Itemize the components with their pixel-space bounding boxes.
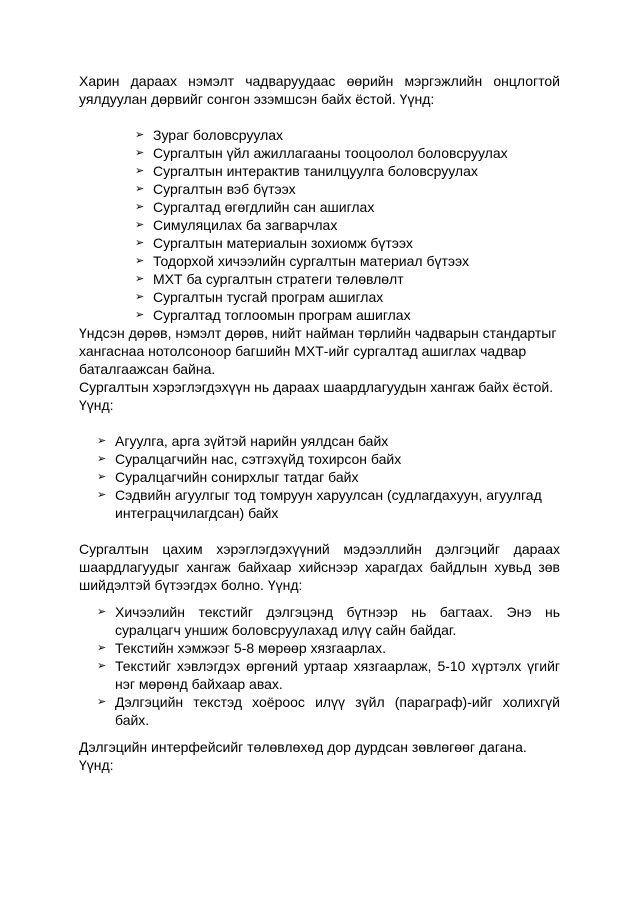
list-item [97,693,560,729]
list-item [97,468,560,486]
arrow-bullet-icon: ➢ [97,641,107,654]
list-item [135,216,555,234]
list-item [97,486,560,522]
list-item [135,288,555,306]
list-item [135,234,555,252]
screen-requirements-list [97,603,560,729]
list-item-text: Сэдвийн агуулгыг тод томруун харуулсан (судлагдахуун, агуулгад интеграцчилагдсан) байх [115,487,542,521]
list-item-text: Симуляцилах ба загварчлах [153,217,338,233]
list-item [97,639,560,657]
arrow-bullet-icon: ➢ [97,695,107,708]
arrow-bullet-icon: ➢ [135,146,145,159]
arrow-bullet-icon: ➢ [97,452,107,465]
list-item-text: МХТ ба сургалтын стратеги төлөвлөлт [153,271,404,287]
summary-paragraph: Үндсэн дөрөв, нэмэлт дөрөв, нийт найман төрлийн чадварын стандартыг хангаснаа нотолсоноор багшийн МХТ-ийг сургалтад ашиглах чадвар баталгаажсан байна. [79,325,557,377]
list-item [135,126,555,144]
arrow-bullet-icon: ➢ [97,659,107,672]
arrow-bullet-icon: ➢ [135,200,145,213]
arrow-bullet-icon: ➢ [135,128,145,141]
list-item-text: Текстийг хэвлэгдэх өргөний уртаар хязгаарлаж, 5-10 хүртэлх үгийг нэг мөрөнд байхаар авах. [115,658,560,692]
list-item [97,450,560,468]
arrow-bullet-icon: ➢ [97,434,107,447]
list-item [97,657,560,693]
requirements-list [97,432,560,522]
list-item [135,306,555,324]
list-item [135,252,555,270]
list-item-text: Тодорхой хичээлийн сургалтын материал бүтээх [153,253,470,269]
list-item-text: Зураг боловсруулах [153,127,284,143]
list-item-text: Сургалтын материалын зохиомж бүтээх [153,235,413,251]
list-item-text: Сургалтын интерактив танилцуулга боловсруулах [153,163,478,179]
list-item [135,144,555,162]
arrow-bullet-icon: ➢ [135,218,145,231]
list-item [97,603,560,639]
list-item [135,162,555,180]
arrow-bullet-icon: ➢ [135,236,145,249]
list-item-text: Сургалтын үйл ажиллагааны тооцоолол боловсруулах [153,145,508,161]
list-item-text: Агуулга, арга зүйтэй нарийн уялдсан байх [115,433,389,449]
intro-paragraph: Харин дараах нэмэлт чадваруудаас өөрийн мэргэжлийн онцлогтой уялдуулан дөрвийг сонгон эзэмшсэн байх ёстой. Үүнд: [79,73,560,107]
list-item-text: Сургалтад өгөгдлийн сан ашиглах [153,199,375,215]
list-item-text: Сургалтад тоглоомын програм ашиглах [153,307,411,323]
chadvar-list [135,126,555,324]
arrow-bullet-icon: ➢ [135,164,145,177]
list-item [135,180,555,198]
list-item-text: Текстийн хэмжээг 5-8 мөрөөр хязгаарлах. [115,640,387,656]
list-item-text: Суралцагчийн сонирхлыг татдаг байх [115,469,359,485]
arrow-bullet-icon: ➢ [97,470,107,483]
list-item-text: Сургалтын вэб бүтээх [153,181,296,197]
interface-paragraph: Дэлгэцийн интерфейсийг төлөвлөхөд дор дурдсан зөвлөгөөг дагана. Үүнд: [79,739,527,773]
list-item-text: Сургалтын тусгай програм ашиглах [153,289,384,305]
list-item-text: Дэлгэцийн текстэд хоёроос илүү зүйл (параграф)-ийг холихгүй байх. [115,694,560,728]
screen-paragraph: Сургалтын цахим хэрэглэгдэхүүний мэдээллийн дэлгэцийг дараах шаардлагуудыг хангаж байхаар хийснээр харагдах байдлын хувьд зөв шийдэлтэй бүтээгдэх болно. Үүнд: [79,541,560,593]
arrow-bullet-icon: ➢ [135,254,145,267]
list-item [135,198,555,216]
list-item-text: Хичээлийн текстийг дэлгэцэнд бүтнээр нь багтаах. Энэ нь суралцагч уншиж боловсруулахад илүү сайн байдаг. [115,604,560,638]
arrow-bullet-icon: ➢ [135,308,145,321]
list-item [135,270,555,288]
requirements-intro: Сургалтын хэрэглэгдэхүүн нь дараах шаардлагуудын хангаж байх ёстой. Үүнд: [79,379,554,413]
list-item-text: Суралцагчийн нас, сэтгэхүйд тохирсон байх [115,451,402,467]
arrow-bullet-icon: ➢ [97,605,107,618]
arrow-bullet-icon: ➢ [97,488,107,501]
arrow-bullet-icon: ➢ [135,290,145,303]
arrow-bullet-icon: ➢ [135,182,145,195]
list-item [97,432,560,450]
arrow-bullet-icon: ➢ [135,272,145,285]
